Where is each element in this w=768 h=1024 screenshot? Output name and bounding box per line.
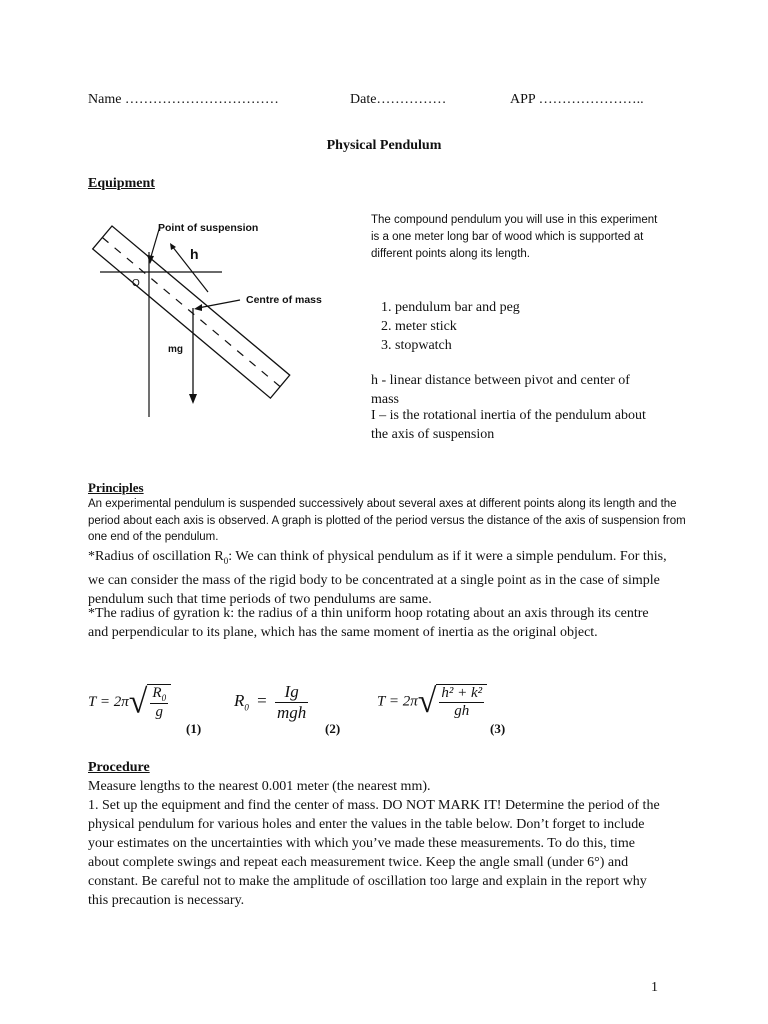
h-label: h	[190, 246, 199, 262]
eq1-num-sub: 0	[161, 693, 167, 703]
sqrt-icon: √	[128, 683, 148, 721]
eq2-lhs	[234, 691, 249, 713]
equation-1	[88, 684, 171, 721]
mg-label: mg	[168, 344, 183, 355]
equation-2	[234, 682, 308, 723]
point-of-suspension-label: Point of suspension	[158, 222, 259, 234]
eq2-fraction	[275, 682, 308, 723]
eq2-num: Ig	[275, 682, 308, 703]
eq2-lhs-sub: 0	[244, 702, 249, 713]
o-label: O	[132, 278, 140, 289]
app-field: APP …………………..	[510, 92, 644, 107]
eq3-den: gh	[454, 703, 470, 719]
i-definition: I – is the rotational inertia of the pendulum about the axis of suspension	[371, 408, 646, 442]
centre-of-mass-label: Centre of mass	[246, 294, 322, 306]
sqrt-icon: √	[417, 683, 437, 720]
eq2-equals: =	[257, 691, 267, 711]
radius-oscillation-text: : We can think of physical pendulum as if it were a simple pendulum. For this, we can consider the mass of the rigid body to be concentrated at a single point as in the case of simple pendulum such that time periods of two pendulums are same.	[88, 549, 667, 607]
procedure-step-1: 1. Set up the equipment and find the center of mass. DO NOT MARK IT! Determine the period of the physical pendulum for various holes and enter the values in the table below. Don’t forget to include your estimates on the uncertainties with which you’ve made these measurements. To do this, time about complete swings and repeat each measurement twice. Keep the angle small (under 6°) and constant. Be careful not to make the amplitude of oscillation too large and explain in the report why this precaution is necessary.	[88, 798, 660, 908]
procedure-heading: Procedure	[88, 760, 150, 775]
list-item: 3. stopwatch	[395, 336, 631, 355]
eq1-lhs: T = 2π	[88, 694, 129, 711]
equipment-heading: Equipment	[88, 176, 155, 191]
radius-oscillation-prefix: *Radius of oscillation R	[88, 549, 224, 564]
eq3-radicand	[436, 684, 487, 720]
eq1-den: g	[155, 704, 163, 720]
principles-paragraph: An experimental pendulum is suspended successively about several axes at different points along its length and the period about each axis is observed. A graph is plotted of the period versus the distance of the axis of suspension from one end of the pendulum.	[88, 498, 686, 543]
eq3-label: (3)	[490, 721, 506, 736]
eq3-lhs: T = 2π	[377, 693, 418, 710]
list-item: 2. meter stick	[395, 317, 631, 336]
list-item: 1. pendulum bar and peg	[395, 298, 631, 317]
h-definition: h - linear distance between pivot and center of mass	[371, 373, 630, 407]
pendulum-diagram-svg	[90, 212, 340, 422]
equipment-list	[371, 298, 631, 355]
name-field: Name ……………………………	[88, 92, 279, 107]
pendulum-diagram	[90, 212, 340, 422]
eq2-lhs-letter: R	[234, 691, 245, 711]
eq2-label: (2)	[325, 721, 341, 736]
radius-oscillation-paragraph	[88, 547, 678, 609]
page-title: Physical Pendulum	[326, 138, 442, 153]
date-field: Date……………	[350, 92, 447, 107]
eq2-den: mgh	[276, 703, 307, 722]
eq3-num: h² + k²	[441, 685, 483, 701]
eq1-num: R	[152, 685, 162, 701]
radius-gyration-paragraph: *The radius of gyration k: the radius of a thin uniform hoop rotating about an axis through its centre and perpendicular to its plane, which has the same moment of inertia as the original object.	[88, 606, 649, 640]
eq1-label: (1)	[186, 721, 202, 736]
procedure-measure-line: Measure lengths to the nearest 0.001 meter (the nearest mm).	[88, 779, 431, 794]
radius-oscillation-sub: 0	[223, 555, 229, 566]
equation-3	[377, 684, 487, 720]
principles-heading: Principles	[88, 480, 144, 495]
page-number: 1	[651, 980, 658, 995]
eq1-radicand	[147, 684, 171, 721]
equipment-description: The compound pendulum you will use in this experiment is a one meter long bar of wood which is supported at different points along its length.	[371, 214, 658, 260]
